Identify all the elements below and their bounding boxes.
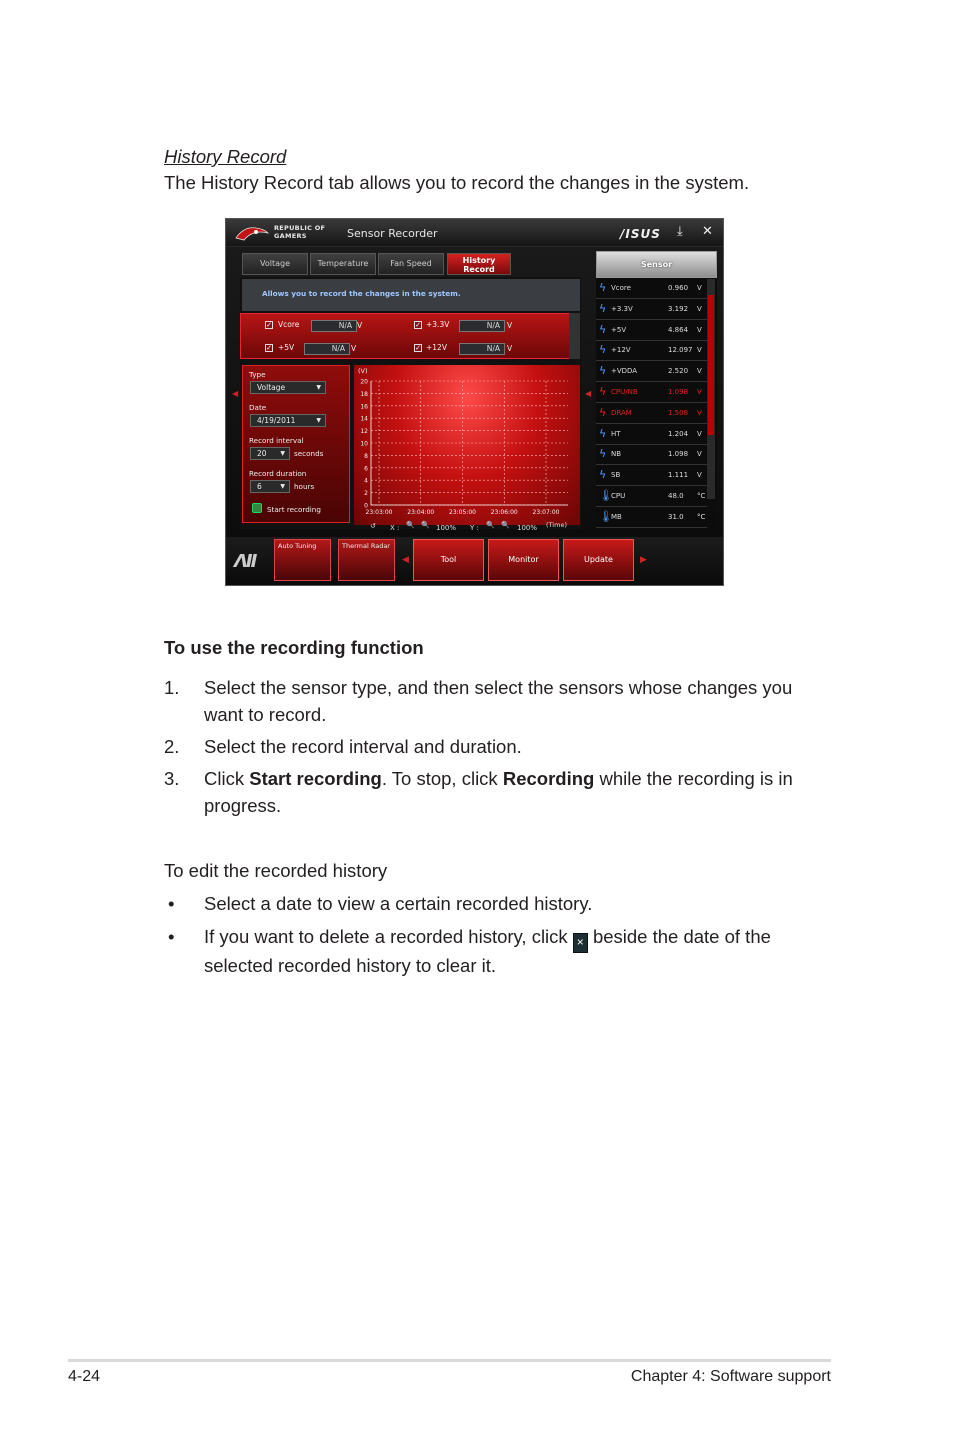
right-arrow-icon[interactable]: ▶ (640, 555, 647, 565)
x-zoom-value: 100% (436, 524, 457, 532)
sensor-value: 31.0 (668, 512, 684, 521)
sensor-name: HT (611, 429, 621, 438)
step-text-part: while the recording is in progress. (204, 768, 793, 816)
ai-suite-logo: ΛΙΙ (234, 551, 256, 572)
sensor-name: Vcore (611, 284, 631, 292)
type-label: Type (249, 370, 266, 379)
sensor-name: CPU (611, 492, 626, 500)
sensor-name: MB (611, 512, 622, 521)
selector-label: +5V (278, 343, 295, 352)
step-number: 2. (164, 736, 180, 757)
tab-fan-speed[interactable]: Fan Speed (378, 253, 444, 275)
right-arrow-icon[interactable]: ◀ (585, 389, 592, 398)
y-tick-label: 20 (360, 378, 368, 386)
y-tick-label: 18 (360, 390, 368, 398)
chevron-down-icon: ▼ (280, 450, 285, 457)
section-heading: History Record (164, 146, 287, 167)
chevron-down-icon: ▼ (316, 384, 321, 391)
left-arrow-icon[interactable]: ◀ (232, 389, 239, 398)
sensor-row[interactable] (596, 465, 707, 486)
info-bar (242, 279, 580, 311)
list-item (164, 891, 834, 918)
step-number: 3. (164, 768, 180, 789)
sensor-unit: °C (697, 492, 706, 500)
sensor-recorder-screenshot (225, 218, 724, 586)
zoom-out-icon[interactable]: 🔍 (486, 521, 495, 529)
checkbox-3v3[interactable]: ✓ (415, 321, 421, 329)
y-tick-label: 0 (364, 502, 368, 510)
start-recording-term: Start recording (249, 768, 382, 789)
reset-icon[interactable]: ↺ (370, 522, 376, 530)
sensor-unit: V (697, 450, 702, 459)
interval-dropdown[interactable] (250, 447, 290, 460)
sensor-name: +VDDA (611, 367, 638, 376)
selector-value: N/A (311, 320, 357, 332)
bolt-icon: ϟ (599, 322, 607, 336)
checkbox-5v[interactable]: ✓ (266, 344, 272, 352)
close-icon[interactable]: ✕ (702, 224, 713, 239)
y-tick-label: 12 (360, 428, 368, 436)
interval-unit: seconds (294, 449, 324, 458)
bolt-icon: ϟ (599, 405, 607, 419)
history-chart (354, 365, 580, 525)
sensor-unit: V (697, 284, 702, 292)
type-dropdown[interactable] (250, 381, 326, 394)
app-title: Sensor Recorder (347, 227, 438, 240)
x-axis-unit: (Time) (546, 521, 567, 529)
chapter-title: Chapter 4: Software support (630, 1368, 831, 1385)
tab-voltage[interactable]: Voltage (242, 253, 308, 275)
sensor-name: +5V (611, 325, 627, 334)
sensor-select-box (240, 313, 571, 359)
sensor-scroll-thumb[interactable] (708, 295, 714, 435)
sensor-value: 3.192 (668, 304, 689, 313)
bullet-text (204, 924, 834, 980)
sensor-value: 12.097 (668, 346, 693, 355)
date-value: 4/19/2011 (257, 416, 296, 425)
bullet-mark: • (168, 926, 175, 947)
duration-unit: hours (294, 482, 315, 491)
checkbox-12v[interactable]: ✓ (415, 344, 421, 352)
bolt-icon: ϟ (599, 281, 607, 294)
x-tick-label: 23:07:00 (532, 509, 560, 516)
sensor-unit: V (697, 367, 702, 376)
sensor-row[interactable] (596, 507, 707, 528)
zoom-in-icon[interactable]: 🔍 (501, 521, 510, 529)
y-tick-label: 8 (364, 452, 368, 460)
sensor-value: 48.0 (668, 492, 684, 500)
sensor-value: 1.098 (668, 450, 689, 459)
thermometer-icon: 🌡 (599, 489, 613, 502)
sensor-name: SB (611, 471, 621, 480)
selector-value: N/A (304, 343, 350, 355)
bullet-text-part: If you want to delete a recorded history, click (204, 926, 573, 947)
x-zoom-label: X : (390, 524, 400, 532)
y-tick-label: 2 (364, 490, 368, 498)
sensor-row[interactable] (596, 361, 707, 382)
x-tick-label: 23:05:00 (449, 509, 476, 516)
y-zoom-label: Y : (470, 524, 479, 532)
steps-heading: To use the recording function (164, 637, 424, 658)
sensor-row[interactable] (596, 424, 707, 445)
thermometer-icon: 🌡 (599, 509, 613, 523)
sensor-unit: V (697, 325, 702, 334)
left-arrow-icon[interactable]: ◀ (402, 555, 409, 565)
sensor-unit: °C (697, 512, 706, 521)
sensor-unit: V (697, 346, 702, 355)
y-zoom-value: 100% (517, 524, 538, 532)
selector-label: +3.3V (426, 320, 450, 329)
x-tick-label: 23:06:00 (490, 509, 518, 516)
selector-unit: V (351, 344, 357, 353)
step-text-part: Click (204, 768, 250, 789)
chevron-down-icon: ▼ (316, 417, 321, 424)
brand-line-1: REPUBLIC OF (274, 224, 326, 232)
bolt-icon: ϟ (599, 426, 607, 440)
sensor-name: +3.3V (611, 304, 633, 313)
sensor-row[interactable] (596, 444, 707, 465)
tab-history-record[interactable] (447, 253, 511, 275)
bolt-icon: ϟ (599, 447, 607, 461)
selector-label: +12V (426, 343, 447, 352)
edit-heading: To edit the recorded history (164, 860, 388, 881)
sensor-row[interactable] (596, 299, 707, 320)
selector-label: Vcore (278, 320, 300, 329)
sensor-value: 1.204 (668, 429, 689, 438)
bullet-mark: • (168, 893, 175, 914)
sensor-value: 1.508 (668, 408, 689, 417)
sensor-name: CPU/NB (611, 388, 638, 396)
record-settings-panel (242, 365, 350, 523)
interval-label: Record interval (249, 436, 304, 445)
rog-logo-icon (234, 224, 270, 242)
checkbox-vcore[interactable]: ✓ (266, 321, 272, 329)
sensor-unit: V (697, 471, 702, 480)
chart-plot (354, 365, 580, 525)
duration-dropdown[interactable] (250, 480, 290, 493)
bolt-icon: ϟ (599, 385, 607, 398)
record-indicator-icon[interactable] (252, 503, 262, 513)
y-tick-label: 14 (360, 415, 368, 423)
bolt-icon: ϟ (599, 468, 607, 482)
list-item (164, 924, 834, 980)
chevron-down-icon: ▼ (280, 483, 285, 490)
sensor-header[interactable]: Sensor (596, 251, 717, 278)
bullet-text: Select a date to view a certain recorded history. (204, 893, 593, 914)
step-text (204, 766, 834, 819)
zoom-out-icon[interactable]: 🔍 (406, 521, 415, 529)
selector-value: N/A (459, 320, 505, 332)
info-text: Allows you to record the changes in the system. (262, 289, 461, 298)
bottom-toolbar (226, 537, 723, 585)
y-tick-label: 6 (364, 465, 368, 473)
sensor-row[interactable] (596, 340, 707, 361)
sensor-unit: V (697, 388, 702, 396)
sensor-value: 4.864 (668, 325, 689, 334)
date-dropdown[interactable] (250, 414, 326, 427)
footer-divider (68, 1359, 831, 1362)
auto-tuning-button[interactable]: Auto Tuning (274, 539, 331, 581)
sensor-list (596, 278, 717, 530)
y-tick-label: 10 (360, 440, 368, 448)
list-item (164, 734, 834, 761)
tab-history-label: History (462, 256, 496, 265)
tab-record-label: Record (463, 265, 495, 274)
duration-label: Record duration (249, 469, 307, 478)
selector-value: N/A (459, 343, 505, 355)
update-button[interactable]: Update (563, 539, 634, 581)
page-number: 4-24 (68, 1368, 101, 1385)
title-bar (226, 219, 723, 247)
selector-scrollbar[interactable] (569, 313, 580, 359)
sensor-value: 2.520 (668, 367, 689, 376)
step-number: 1. (164, 677, 180, 698)
bolt-icon: ϟ (599, 343, 607, 357)
selector-unit: V (507, 344, 513, 353)
sensor-unit: V (697, 408, 702, 417)
y-tick-label: 16 (360, 403, 368, 411)
selector-unit: V (507, 321, 513, 330)
sensor-name: DRAM (611, 408, 632, 417)
tab-temperature[interactable]: Temperature (310, 253, 376, 275)
sensor-value: 0.960 (668, 284, 689, 292)
sensor-unit: V (697, 304, 702, 313)
start-recording-button[interactable]: Start recording (267, 505, 321, 514)
minimize-icon[interactable]: ⤓ (677, 224, 683, 239)
sensor-value: 1.098 (668, 388, 689, 396)
bullet-text-part: beside the date of the selected recorded history to clear it. (204, 926, 771, 976)
thermal-radar-button[interactable]: Thermal Radar (338, 539, 395, 581)
sensor-row[interactable] (596, 382, 707, 403)
duration-value: 6 (257, 482, 262, 491)
step-text: Select the sensor type, and then select the sensors whose changes you want to record. (204, 677, 793, 725)
x-tick-label: 23:03:00 (365, 509, 393, 516)
sensor-name: +12V (611, 346, 631, 355)
brand-text (274, 224, 325, 240)
bolt-icon: ϟ (599, 301, 607, 315)
y-axis-unit: (V) (358, 367, 368, 375)
sensor-name: NB (611, 450, 622, 459)
step-text: Select the record interval and duration. (204, 736, 522, 757)
y-tick-label: 4 (364, 477, 368, 485)
brand-line-2: GAMERS (274, 232, 307, 240)
interval-value: 20 (257, 449, 267, 458)
sensor-value: 1.111 (668, 471, 689, 480)
sensor-row[interactable] (596, 278, 707, 299)
chart-zoom-bar (354, 521, 580, 535)
sensor-unit: V (697, 429, 702, 438)
date-label: Date (249, 403, 267, 412)
sensor-row[interactable] (596, 486, 707, 507)
delete-icon: × (573, 933, 588, 953)
sensor-row[interactable] (596, 403, 707, 424)
list-item (164, 675, 834, 728)
recording-term: Recording (502, 768, 595, 789)
asus-logo: /ISUS (620, 227, 661, 241)
section-intro: The History Record tab allows you to record the changes in the system. (164, 172, 750, 193)
tool-button[interactable]: Tool (413, 539, 484, 581)
sensor-row[interactable] (596, 320, 707, 341)
type-value: Voltage (257, 383, 286, 392)
zoom-in-icon[interactable]: 🔍 (421, 521, 430, 529)
monitor-button[interactable]: Monitor (488, 539, 559, 581)
selector-unit: V (357, 321, 363, 330)
step-text-part: . To stop, click (381, 768, 503, 789)
list-item (164, 766, 834, 819)
x-tick-label: 23:04:00 (407, 509, 435, 516)
bolt-icon: ϟ (599, 364, 607, 378)
